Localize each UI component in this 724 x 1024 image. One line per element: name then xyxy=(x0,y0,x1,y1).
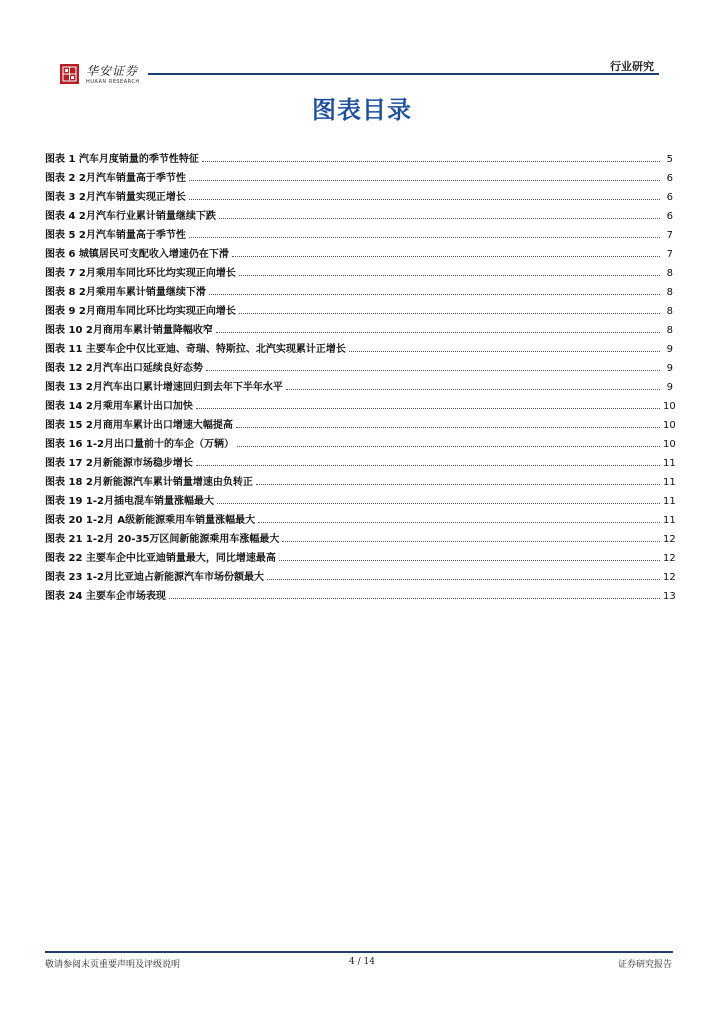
toc-leader-dots xyxy=(206,369,660,371)
page-header xyxy=(0,0,724,100)
toc-entry-label: 图表 16 1-2月出口量前十的车企（万辆） xyxy=(45,439,234,450)
toc-entry-label: 图表 20 1-2月 A级新能源乘用车销量涨幅最大 xyxy=(45,515,256,526)
toc-entry-page: 11 xyxy=(663,496,676,507)
page-indicator: 4 / 14 xyxy=(349,957,375,967)
toc-entry-page: 6 xyxy=(666,192,673,203)
toc-leader-dots xyxy=(216,331,660,333)
toc-leader-dots xyxy=(349,350,660,352)
toc-leader-dots xyxy=(258,521,660,523)
logo-subtext: HUAAN RESEARCH xyxy=(86,79,140,85)
logo-text: 华安证券 xyxy=(86,64,139,78)
toc-entry-label: 图表 22 主要车企中比亚迪销量最大，同比增速最高 xyxy=(45,553,276,564)
toc-entry-label: 图表 12 2月汽车出口延续良好态势 xyxy=(45,363,203,374)
page-title: 图表目录 xyxy=(312,96,412,124)
toc-entry-page: 12 xyxy=(663,572,676,583)
toc-entry[interactable] xyxy=(45,355,673,374)
toc-entry-label: 图表 15 2月商用车累计出口增速大幅提高 xyxy=(45,420,233,431)
footer-disclaimer: 敬请参阅末页重要声明及评级说明 xyxy=(45,960,181,970)
footer-rule xyxy=(45,951,673,953)
toc-entry-page: 12 xyxy=(663,534,676,545)
report-type: 证券研究报告 xyxy=(617,960,672,970)
toc-leader-dots xyxy=(189,179,660,181)
toc-entry-page: 8 xyxy=(666,325,673,336)
toc-entry[interactable] xyxy=(45,336,673,355)
toc-entry-page: 7 xyxy=(666,230,673,241)
toc-entry-label: 图表 2 2月汽车销量高于季节性 xyxy=(45,173,186,184)
toc-entry[interactable] xyxy=(45,469,676,488)
section-label: 行业研究 xyxy=(610,60,654,73)
toc-entry[interactable] xyxy=(45,241,673,260)
toc-entry[interactable] xyxy=(45,222,673,241)
toc-entry-page: 13 xyxy=(663,591,676,602)
toc-entry-page: 11 xyxy=(663,458,676,469)
toc-leader-dots xyxy=(232,255,660,257)
toc-entry-page: 10 xyxy=(663,401,676,412)
toc-leader-dots xyxy=(219,217,660,219)
toc-entry-label: 图表 17 2月新能源市场稳步增长 xyxy=(45,458,193,469)
toc-entry-label: 图表 6 城镇居民可支配收入增速仍在下滑 xyxy=(45,249,229,260)
toc-entry-label: 图表 24 主要车企市场表现 xyxy=(45,591,166,602)
toc-entry-label: 图表 13 2月汽车出口累计增速回归到去年下半年水平 xyxy=(45,382,283,393)
toc-entry-label: 图表 1 汽车月度销量的季节性特征 xyxy=(45,154,199,165)
toc-entry[interactable] xyxy=(45,298,673,317)
toc-entry-label: 图表 21 1-2月 20-35万区间新能源乘用车涨幅最大 xyxy=(45,534,280,545)
toc-leader-dots xyxy=(239,274,660,276)
toc-entry-page: 10 xyxy=(663,420,676,431)
toc-entry[interactable] xyxy=(45,260,673,279)
toc-entry-page: 10 xyxy=(663,439,676,450)
toc-entry[interactable] xyxy=(45,146,673,165)
toc-entry-label: 图表 11 主要车企中仅比亚迪、奇瑞、特斯拉、北汽实现累计正增长 xyxy=(45,344,346,355)
toc-entry[interactable] xyxy=(45,393,676,412)
toc-leader-dots xyxy=(189,236,660,238)
toc-entry-page: 9 xyxy=(666,344,673,355)
toc-entry-page: 11 xyxy=(663,515,676,526)
toc-entry-label: 图表 10 2月商用车累计销量降幅收窄 xyxy=(45,325,213,336)
toc-entry[interactable] xyxy=(45,412,676,431)
toc-entry-label: 图表 14 2月乘用车累计出口加快 xyxy=(45,401,193,412)
toc-leader-dots xyxy=(202,160,660,162)
toc-entry-page: 8 xyxy=(666,287,673,298)
toc-entry[interactable] xyxy=(45,374,673,393)
toc-entry[interactable] xyxy=(45,583,676,602)
toc-entry[interactable] xyxy=(45,507,676,526)
toc-entry[interactable] xyxy=(45,317,673,336)
toc-entry[interactable] xyxy=(45,431,676,450)
toc-leader-dots xyxy=(267,578,660,580)
toc-entry-label: 图表 23 1-2月比亚迪占新能源汽车市场份额最大 xyxy=(45,572,264,583)
toc-entry[interactable] xyxy=(45,450,676,469)
toc-entry-label: 图表 18 2月新能源汽车累计销量增速由负转正 xyxy=(45,477,253,488)
toc-entry-page: 9 xyxy=(666,382,673,393)
toc-entry[interactable] xyxy=(45,165,673,184)
toc-leader-dots xyxy=(286,388,660,390)
toc-entry[interactable] xyxy=(45,545,676,564)
toc-entry-label: 图表 7 2月乘用车同比环比均实现正向增长 xyxy=(45,268,236,279)
toc-entry[interactable] xyxy=(45,203,673,222)
toc-entry-page: 8 xyxy=(666,268,673,279)
toc-entry-page: 9 xyxy=(666,363,673,374)
figure-toc xyxy=(45,146,676,602)
toc-entry-label: 图表 4 2月汽车行业累计销量继续下跌 xyxy=(45,211,216,222)
toc-leader-dots xyxy=(196,464,660,466)
toc-leader-dots xyxy=(236,426,660,428)
toc-leader-dots xyxy=(189,198,660,200)
toc-leader-dots xyxy=(256,483,660,485)
toc-entry-label: 图表 9 2月商用车同比环比均实现正向增长 xyxy=(45,306,236,317)
toc-entry[interactable] xyxy=(45,564,676,583)
toc-leader-dots xyxy=(239,312,660,314)
toc-leader-dots xyxy=(279,559,660,561)
toc-entry-page: 5 xyxy=(666,154,673,165)
toc-entry-label: 图表 8 2月乘用车累计销量继续下滑 xyxy=(45,287,206,298)
toc-entry-page: 12 xyxy=(663,553,676,564)
toc-entry-label: 图表 19 1-2月插电混车销量涨幅最大 xyxy=(45,496,214,507)
toc-entry-label: 图表 3 2月汽车销量实现正增长 xyxy=(45,192,186,203)
toc-leader-dots xyxy=(237,445,660,447)
huaan-logo-icon xyxy=(60,64,79,84)
toc-entry-page: 6 xyxy=(666,211,673,222)
toc-entry[interactable] xyxy=(45,526,676,545)
toc-entry[interactable] xyxy=(45,488,676,507)
toc-entry-page: 6 xyxy=(666,173,673,184)
toc-entry-page: 8 xyxy=(666,306,673,317)
toc-entry[interactable] xyxy=(45,184,673,203)
toc-entry-label: 图表 5 2月汽车销量高于季节性 xyxy=(45,230,186,241)
toc-leader-dots xyxy=(196,407,660,409)
toc-leader-dots xyxy=(169,597,660,599)
toc-entry-page: 11 xyxy=(663,477,676,488)
toc-leader-dots xyxy=(217,502,660,504)
header-rule xyxy=(148,73,659,75)
toc-leader-dots xyxy=(282,540,660,542)
toc-entry-page: 7 xyxy=(666,249,673,260)
toc-entry[interactable] xyxy=(45,279,673,298)
toc-leader-dots xyxy=(209,293,660,295)
